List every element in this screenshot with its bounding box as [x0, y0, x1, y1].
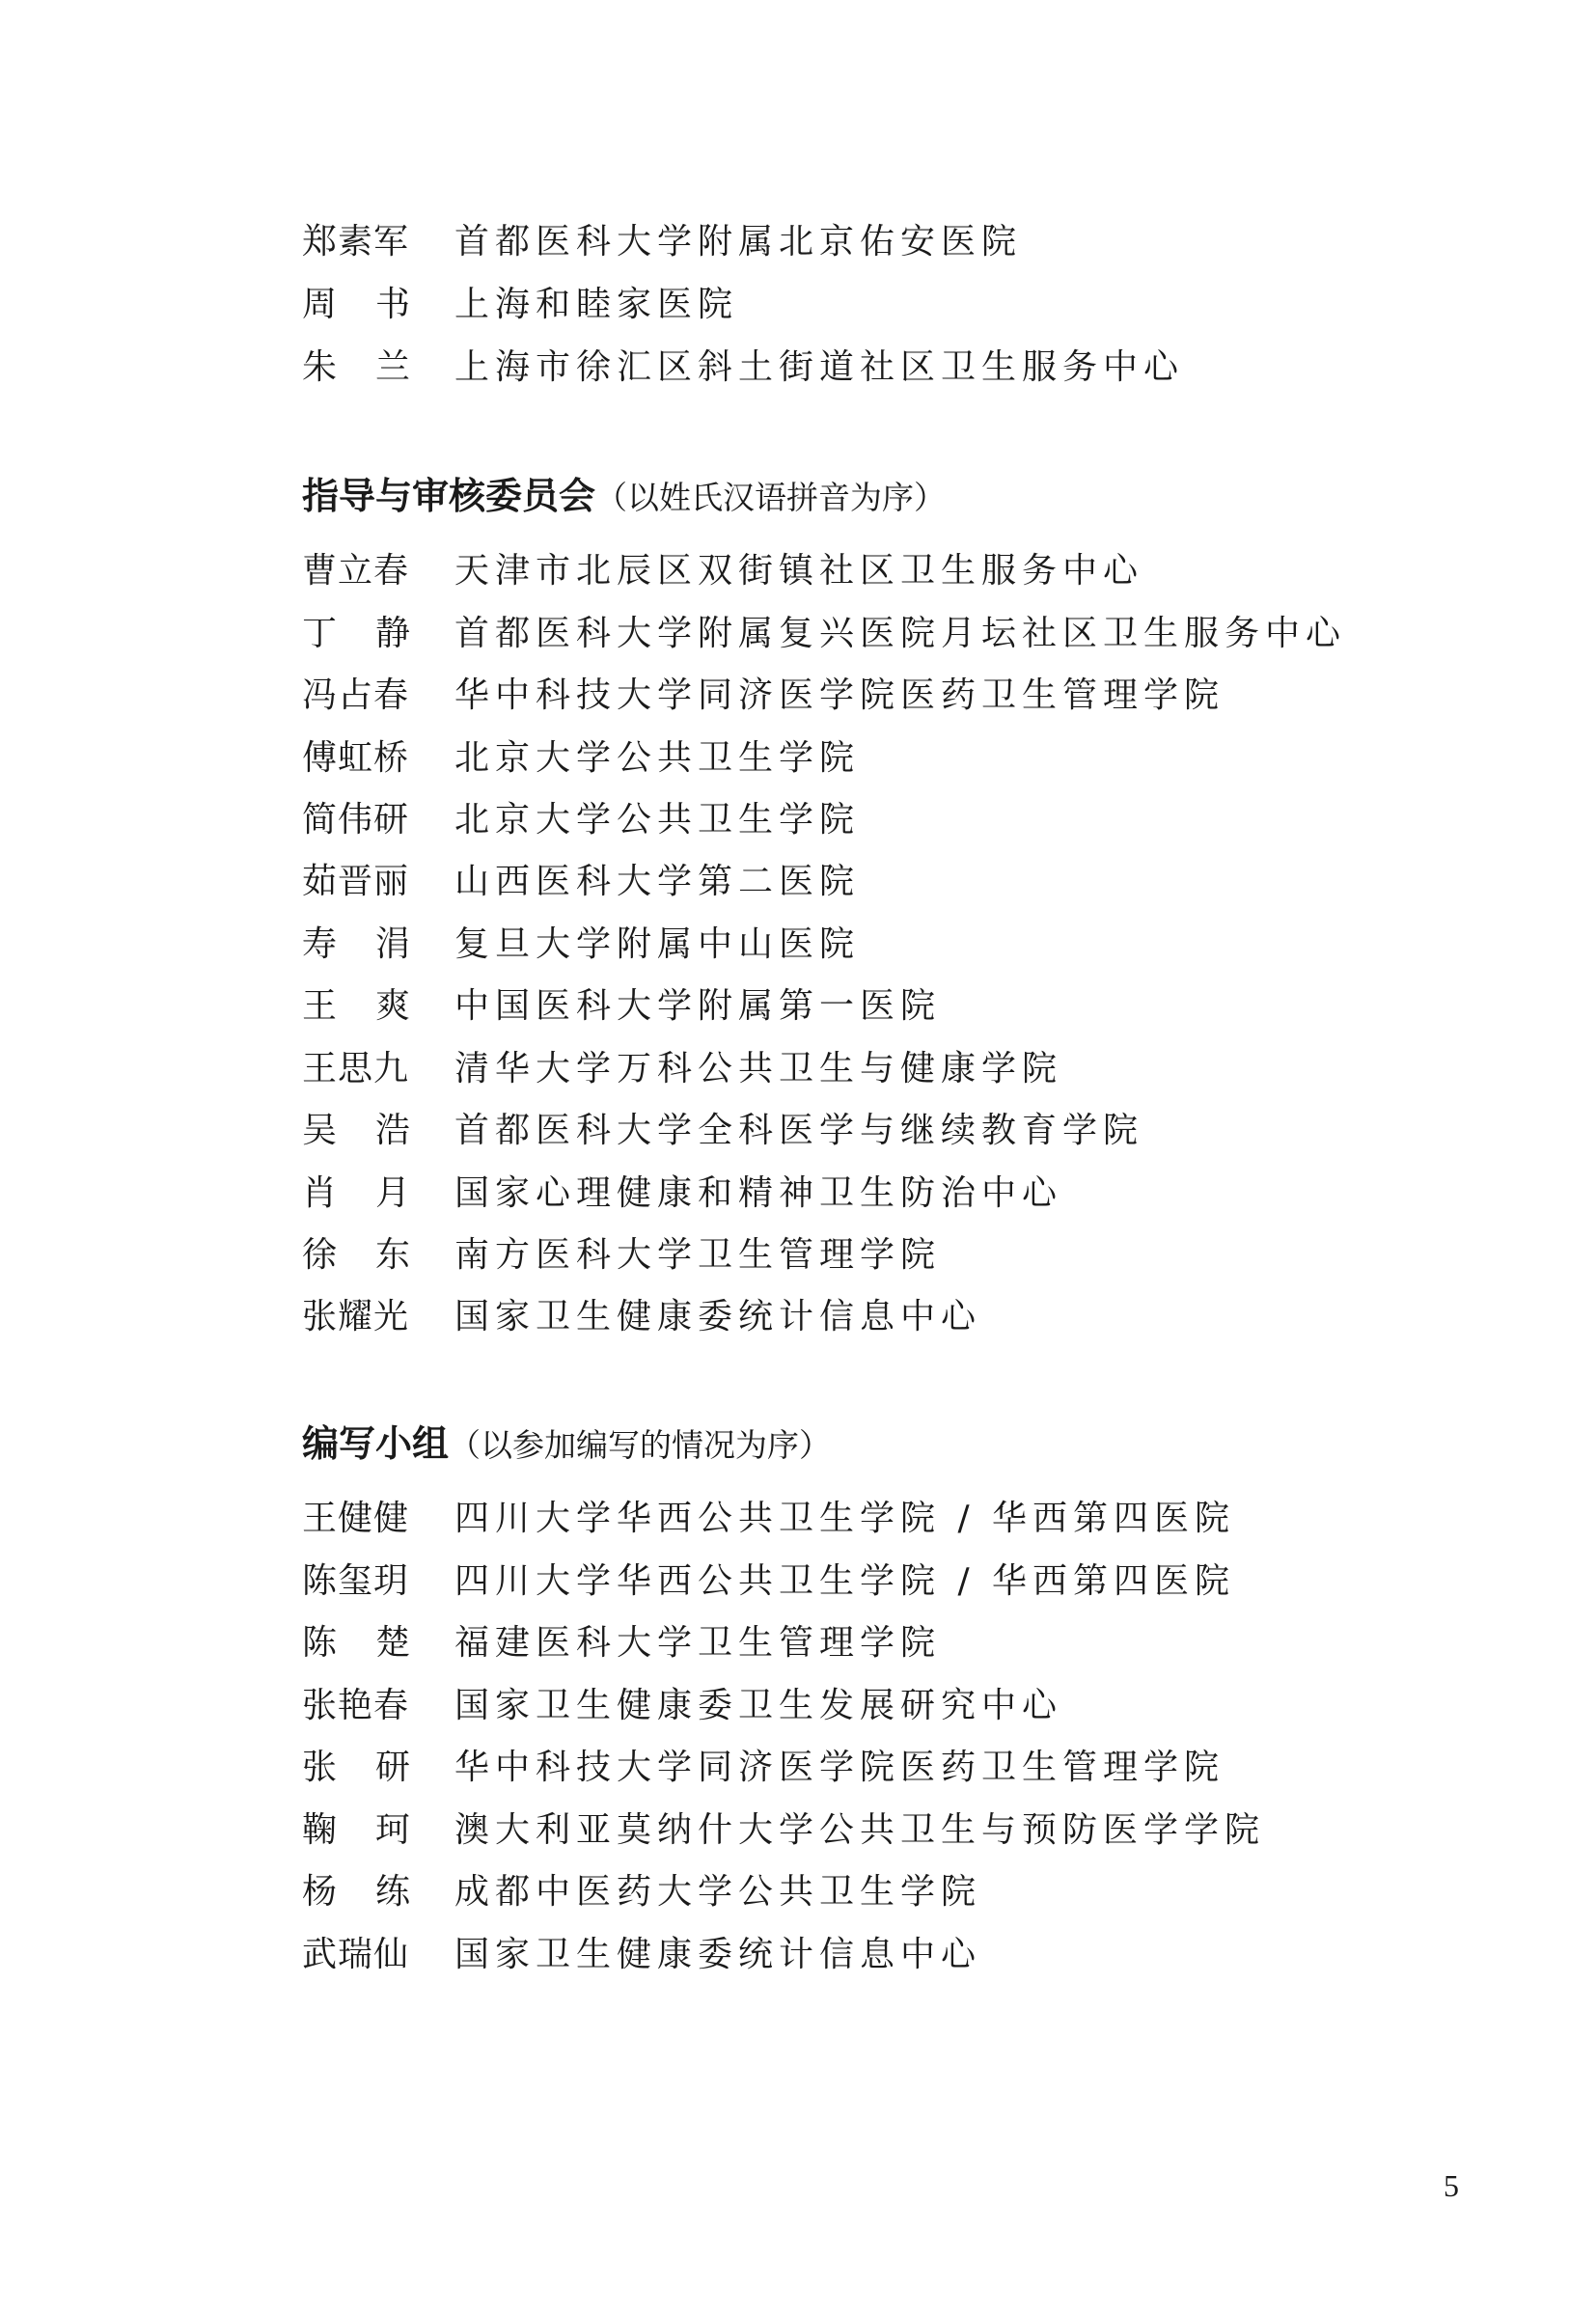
member-org: 复旦大学附属中山医院	[454, 924, 861, 964]
member-name: 肖 月	[302, 1173, 411, 1213]
member-name: 王 爽	[302, 986, 411, 1026]
member-name: 寿 涓	[302, 924, 411, 964]
member-name: 王健健	[302, 1499, 410, 1538]
member-org: 澳大利亚莫纳什大学公共卫生与预防医学学院	[454, 1810, 1266, 1850]
section-note: （以参加编写的情况为序）	[449, 1426, 832, 1464]
member-name: 陈玺玥	[302, 1561, 410, 1601]
member-org: 首都医科大学全科医学与继续教育学院	[454, 1111, 1144, 1150]
member-org: 中国医科大学附属第一医院	[454, 986, 942, 1026]
section-heading	[302, 471, 946, 523]
member-name: 徐 东	[302, 1235, 411, 1275]
member-org: 上海市徐汇区斜土街道社区卫生服务中心	[454, 347, 1185, 387]
member-name: 张艳春	[302, 1686, 410, 1725]
member-name: 王思九	[302, 1049, 410, 1088]
member-org: 华中科技大学同济医学院医药卫生管理学院	[454, 1748, 1225, 1787]
member-name: 杨 练	[302, 1872, 411, 1912]
member-org: 华中科技大学同济医学院医药卫生管理学院	[454, 675, 1225, 715]
member-org: 南方医科大学卫生管理学院	[454, 1235, 942, 1275]
section-note: （以姓氏汉语拼音为序）	[595, 479, 947, 516]
member-name: 茹晋丽	[302, 862, 410, 901]
member-org: 北京大学公共卫生学院	[454, 800, 861, 840]
member-org: 成都中医药大学公共卫生学院	[454, 1872, 982, 1912]
member-name: 武瑞仙	[302, 1935, 410, 1974]
section-title: 指导与审核委员会	[302, 475, 596, 517]
member-org: 天津市北辰区双街镇社区卫生服务中心	[454, 551, 1144, 591]
member-org: 北京大学公共卫生学院	[454, 738, 861, 778]
member-name: 张 研	[302, 1748, 411, 1787]
member-name: 简伟研	[302, 800, 410, 840]
member-org: 清华大学万科公共卫生与健康学院	[454, 1049, 1063, 1088]
member-name: 傅虹桥	[302, 738, 410, 778]
member-org: 国家卫生健康委统计信息中心	[454, 1935, 982, 1974]
member-name: 张耀光	[302, 1297, 410, 1336]
page-number: 5	[1444, 2168, 1459, 2203]
section-heading	[302, 1419, 831, 1471]
member-org: 国家心理健康和精神卫生防治中心	[454, 1173, 1063, 1213]
member-name: 周 书	[302, 285, 411, 324]
member-name: 郑素军	[302, 222, 410, 262]
member-name: 朱 兰	[302, 347, 411, 387]
member-org: 国家卫生健康委统计信息中心	[454, 1297, 982, 1336]
member-name: 鞠 珂	[302, 1810, 411, 1850]
member-name: 曹立春	[302, 551, 410, 591]
member-name: 丁 静	[302, 614, 411, 653]
section-title: 编写小组	[302, 1422, 450, 1465]
member-org: 上海和睦家医院	[454, 285, 739, 324]
member-name: 冯占春	[302, 675, 410, 715]
member-org: 山西医科大学第二医院	[454, 862, 861, 901]
member-org: 福建医科大学卫生管理学院	[454, 1623, 942, 1663]
member-org: 国家卫生健康委卫生发展研究中心	[454, 1686, 1063, 1725]
member-org: 首都医科大学附属北京佑安医院	[454, 222, 1023, 262]
member-name: 吴 浩	[302, 1111, 411, 1150]
member-name: 陈 楚	[302, 1623, 411, 1663]
member-org: 四川大学华西公共卫生学院 / 华西第四医院	[454, 1499, 1236, 1538]
member-org: 四川大学华西公共卫生学院 / 华西第四医院	[454, 1561, 1236, 1601]
member-org: 首都医科大学附属复兴医院月坛社区卫生服务中心	[454, 614, 1347, 653]
